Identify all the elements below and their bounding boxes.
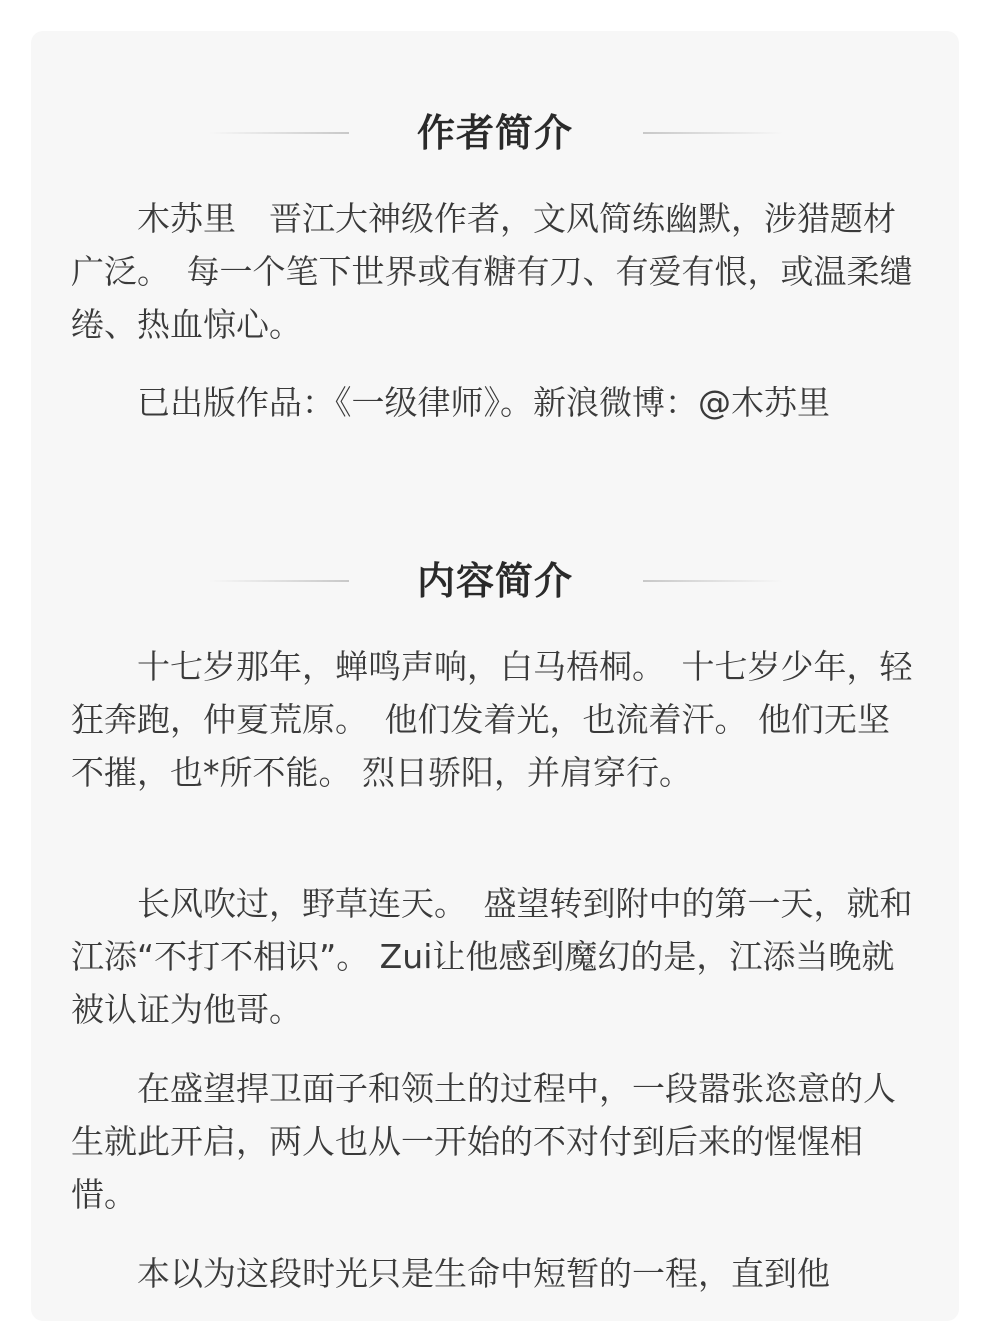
author-paragraph: 已出版作品：《一级律师》。新浪微博：@木苏里 [137, 383, 830, 422]
content-paragraph: 本以为这段时光只是生命中短暂的一程，直到他 [137, 1254, 830, 1293]
author-section-title: 作者简介 [416, 111, 573, 155]
content-section-title: 内容简介 [416, 559, 573, 603]
author-section-header [31, 103, 959, 163]
header-divider-right [643, 132, 783, 134]
content-paragraph: 在盛望捍卫面子和领土的过程中，一段嚣张恣意的人生就此开启，两人也从一开始的不对付到后来的惺惺相惜。 [71, 1069, 896, 1214]
content-paragraph: 十七岁那年，蝉鸣声响，白马梧桐。 十七岁少年，轻狂奔跑，仲夏荒原。 他们发着光，也流着汗。 他们无坚不摧，也*所不能。 烈日骄阳，并肩穿行。 [71, 647, 913, 792]
author-paragraph: 木苏里 晋江大神级作者，文风简练幽默，涉猎题材广泛。 每一个笔下世界或有糖有刀、有爱有恨，或温柔缱绻、热血惊心。 [71, 199, 913, 344]
header-divider-right [643, 580, 783, 582]
content-section-header [31, 551, 959, 611]
content-paragraph: 长风吹过，野草连天。 盛望转到附中的第一天，就和江添“不打不相识”。 Zui让他感到魔幻的是，江添当晚就被认证为他哥。 [71, 884, 913, 1029]
intro-card [31, 31, 959, 1321]
